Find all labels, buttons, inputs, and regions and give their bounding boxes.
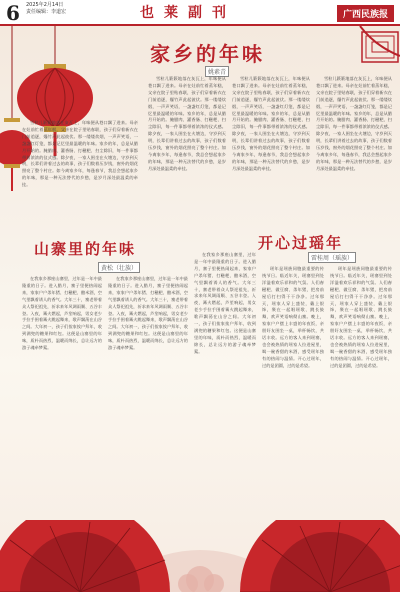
main-article-body-2: 雪粒儿簌簌地落在灰瓦上，年味便从巷口飘了进来。母亲在灶前忙着蒸年糕，父亲在院子里贴春联，孩子们穿着新衣在门前追逐，爆竹声此起彼伏。那一缕缕炊烟，一声声笑语，一盏盏红灯笼，都是记忆里最温暖的年味。家乡的年，总是从腊月开始的。腌腊肉、灌香肠、打糍粑、扫尘除旧，每一件事都带着浓浓的仪式感。除夕夜，一家人围坐在火塘边，守岁到天明，长辈们讲着过去的故事，孩子们数着压岁钱，窗外的烟花照亮了整个村庄。如今离家多年，每逢春节，我总会想起家乡的年味，那是一种无法替代的乡愁，是岁月深处最温柔的牵挂。 xyxy=(148,76,226,171)
page-number: 6 xyxy=(6,1,20,25)
left-article-title: 山寨里的年味 xyxy=(34,240,137,258)
right-article-col1 xyxy=(262,266,324,526)
footer-decoration xyxy=(0,520,400,592)
right-article-body-2: 瑶年是瑶族同胞最重要的传统节日。临近年关，瑶寨里到处洋溢着欢乐祥和的气氛。人们舂糍粑、做豆腐、杀年猪，把房前屋后打扫得干干净净。过年那天，瑶家人穿上盛装，戴上银饰，聚在一起唱瑶歌、跳长鼓舞，欢声笑语响彻山寨。晚上，家家户户摆上丰盛的年夜饭，亲朋好友围坐一桌，举杯畅饮，共话丰收。远方的客人来到瑶寨，也会被热情的瑶家人拉进屋里，喝一碗香甜的米酒，感受瑶年独有的热闹与温情。开心过瑶年，过的是团圆，过的是希望。 xyxy=(330,266,392,368)
left-article-col3 xyxy=(194,252,256,526)
main-article-col3 xyxy=(232,76,310,224)
left-article-body-2: 在我家乡那座山寨里，过年是一年中最隆重的日子。进入腊月，寨子里便热闹起来，家家户户杀年猪、打糍粑、酿米酒，空气里飘着诱人的香气。大年三十，寨老带着众人祭祀祖先，祈求来年风调雨顺、五谷丰登。入夜，篝火燃起，芦笙响起，男女老少手拉手围着篝火跳起舞来，歌声飘荡在山谷之间。大年初一，孩子们挨家挨户拜年，收到满兜的糖果和红包。这便是山寨里的年味，质朴而热烈，温暖而绵长，总让远方的游子魂牵梦萦。 xyxy=(108,276,188,351)
section-title: 也莱副刊 xyxy=(140,5,236,21)
left-article-body-3: 在我家乡那座山寨里，过年是一年中最隆重的日子。进入腊月，寨子里便热闹起来，家家户户杀年猪、打糍粑、酿米酒，空气里飘着诱人的香气。大年三十，寨老带着众人祭祀祖先，祈求来年风调雨顺、五谷丰登。入夜，篝火燃起，芦笙响起，男女老少手拉手围着篝火跳起舞来，歌声飘荡在山谷之间。大年初一，孩子们挨家挨户拜年，收到满兜的糖果和红包。这便是山寨里的年味，质朴而热烈，温暖而绵长，总让远方的游子魂牵梦萦。 xyxy=(194,252,256,354)
fan-right-icon xyxy=(240,520,400,592)
main-article-col2 xyxy=(148,76,226,224)
left-article-body-1: 在我家乡那座山寨里，过年是一年中最隆重的日子。进入腊月，寨子里便热闹起来，家家户户杀年猪、打糍粑、酿米酒，空气里飘着诱人的香气。大年三十，寨老带着众人祭祀祖先，祈求来年风调雨顺、五谷丰登。入夜，篝火燃起，芦笙响起，男女老少手拉手围着篝火跳起舞来，歌声飘荡在山谷之间。大年初一，孩子们挨家挨户拜年，收到满兜的糖果和红包。这便是山寨里的年味，质朴而热烈，温暖而绵长，总让远方的游子魂牵梦萦。 xyxy=(22,276,102,351)
editor-credit: 责任编辑：李道宏 xyxy=(26,9,67,15)
main-article-author: 姚素青 xyxy=(205,66,229,77)
main-article-col4 xyxy=(316,76,392,224)
main-article-body-1: 雪粒儿簌簌地落在灰瓦上，年味便从巷口飘了进来。母亲在灶前忙着蒸年糕，父亲在院子里贴春联，孩子们穿着新衣在门前追逐，爆竹声此起彼伏。那一缕缕炊烟，一声声笑语，一盏盏红灯笼，都是记忆里最温暖的年味。家乡的年，总是从腊月开始的。腌腊肉、灌香肠、打糍粑、扫尘除旧，每一件事都带着浓浓的仪式感。除夕夜，一家人围坐在火塘边，守岁到天明，长辈们讲着过去的故事，孩子们数着压岁钱，窗外的烟花照亮了整个村庄。如今离家多年，每逢春节，我总会想起家乡的年味，那是一种无法替代的乡愁，是岁月深处最温柔的牵挂。 xyxy=(22,120,138,188)
left-article-col1 xyxy=(22,276,102,526)
main-article-body-4: 雪粒儿簌簌地落在灰瓦上，年味便从巷口飘了进来。母亲在灶前忙着蒸年糕，父亲在院子里贴春联，孩子们穿着新衣在门前追逐，爆竹声此起彼伏。那一缕缕炊烟，一声声笑语，一盏盏红灯笼，都是记忆里最温暖的年味。家乡的年，总是从腊月开始的。腌腊肉、灌香肠、打糍粑、扫尘除旧，每一件事都带着浓浓的仪式感。除夕夜，一家人围坐在火塘边，守岁到天明，长辈们讲着过去的故事，孩子们数着压岁钱，窗外的烟花照亮了整个村庄。如今离家多年，每逢春节，我总会想起家乡的年味，那是一种无法替代的乡愁，是岁月深处最温柔的牵挂。 xyxy=(316,76,392,171)
page-meta xyxy=(26,2,66,16)
issue-date: 2025年2月14日 xyxy=(26,2,64,8)
right-article-body-1: 瑶年是瑶族同胞最重要的传统节日。临近年关，瑶寨里到处洋溢着欢乐祥和的气氛。人们舂糍粑、做豆腐、杀年猪，把房前屋后打扫得干干净净。过年那天，瑶家人穿上盛装，戴上银饰，聚在一起唱瑶歌、跳长鼓舞，欢声笑语响彻山寨。晚上，家家户户摆上丰盛的年夜饭，亲朋好友围坐一桌，举杯畅饮，共话丰收。远方的客人来到瑶寨，也会被热情的瑶家人拉进屋里，喝一碗香甜的米酒，感受瑶年独有的热闹与温情。开心过瑶年，过的是团圆，过的是希望。 xyxy=(262,266,324,368)
main-article-title: 家乡的年味 xyxy=(150,42,265,66)
right-article-title: 开心过瑶年 xyxy=(258,234,344,252)
page-header xyxy=(0,0,400,26)
fan-left-icon xyxy=(0,520,170,592)
left-article-author: 黄松（壮族） xyxy=(98,262,140,273)
main-article-col1 xyxy=(22,120,138,220)
left-article-col2 xyxy=(108,276,188,526)
right-article-author: 雷桂周（瑶族） xyxy=(308,252,356,263)
main-article-body-3: 雪粒儿簌簌地落在灰瓦上，年味便从巷口飘了进来。母亲在灶前忙着蒸年糕，父亲在院子里贴春联，孩子们穿着新衣在门前追逐，爆竹声此起彼伏。那一缕缕炊烟，一声声笑语，一盏盏红灯笼，都是记忆里最温暖的年味。家乡的年，总是从腊月开始的。腌腊肉、灌香肠、打糍粑、扫尘除旧，每一件事都带着浓浓的仪式感。除夕夜，一家人围坐在火塘边，守岁到天明，长辈们讲着过去的故事，孩子们数着压岁钱，窗外的烟花照亮了整个村庄。如今离家多年，每逢春节，我总会想起家乡的年味，那是一种无法替代的乡愁，是岁月深处最温柔的牵挂。 xyxy=(232,76,310,171)
paper-name: 广西民族报 xyxy=(337,5,394,22)
right-article-col2 xyxy=(330,266,392,526)
